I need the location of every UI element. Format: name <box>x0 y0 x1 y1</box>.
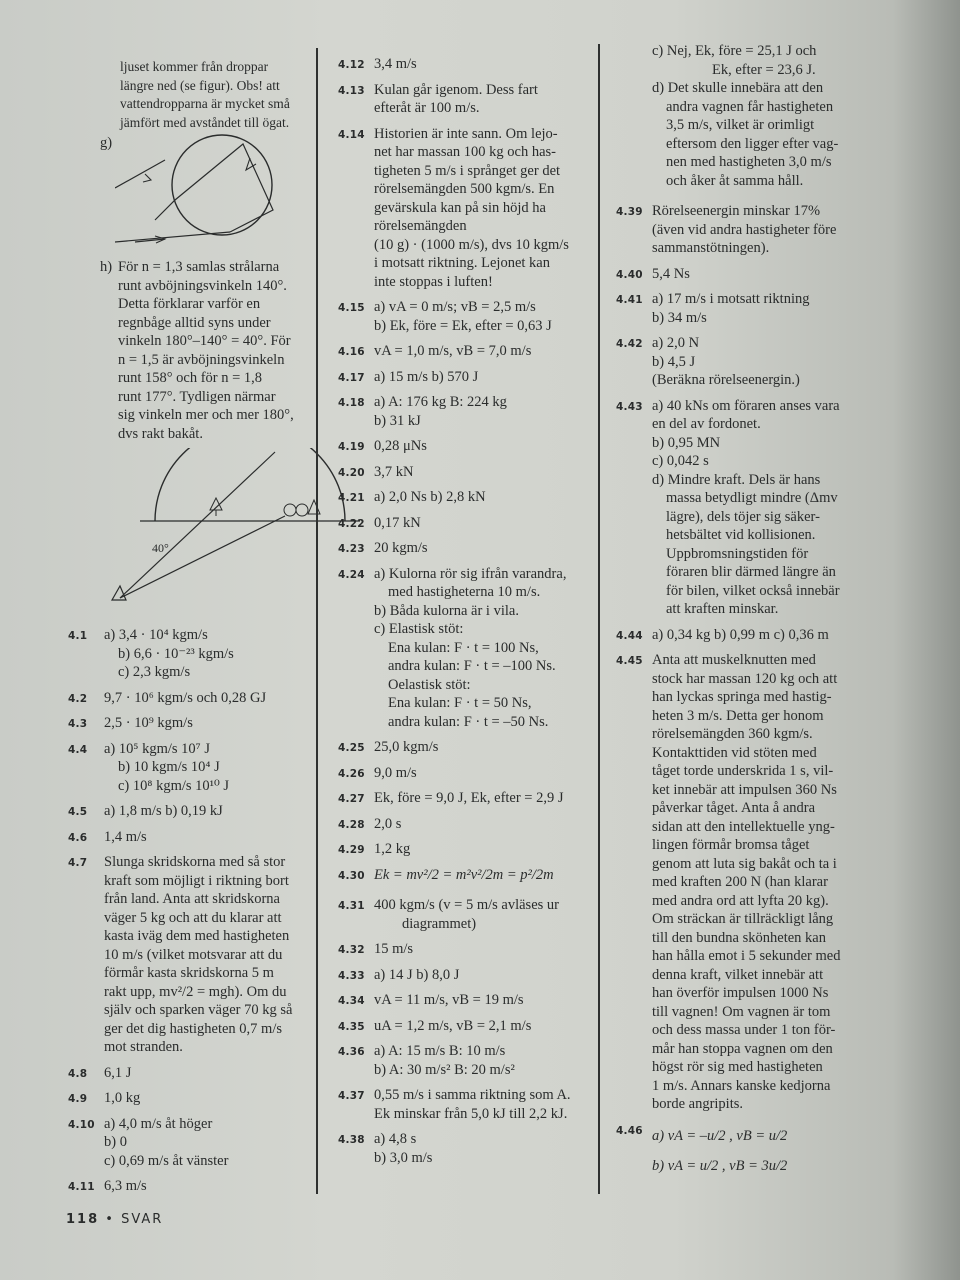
answer-4-25: 4.25 25,0 kgm/s <box>338 739 439 755</box>
raindrop-ray-figure <box>115 130 295 250</box>
answer-4-3: 4.3 2,5 · 10⁹ kgm/s <box>68 715 193 731</box>
column-divider-1 <box>316 48 318 1194</box>
answer-4-34: 4.34 vA = 11 m/s, vB = 19 m/s <box>338 992 524 1008</box>
answer-4-18: 4.18 a) A: 176 kg B: 224 kg b) 31 kJ <box>338 394 507 429</box>
answer-4-29: 4.29 1,2 kg <box>338 841 411 857</box>
answer-4-15: 4.15 a) vA = 0 m/s; vB = 2,5 m/s b) Ek, före = Ek, efter = 0,63 J <box>338 299 552 334</box>
answer-4-26: 4.26 9,0 m/s <box>338 764 417 781</box>
answer-4-6: 4.6 1,4 m/s <box>68 828 147 845</box>
answer-4-4: 4.4 a) 10⁵ kgm/s 10⁷ J b) 10 kgm/s 10⁴ J c) 10⁸ kgm/s 10¹⁰ J <box>68 740 230 794</box>
answer-4-22: 4.22 0,17 kN <box>338 514 421 531</box>
text-top-col1: ljuset kommer från droppar längre ned (se figur). Obs! att vattendropparna är mycket små jämfört med avståndet till ögat. <box>120 59 290 130</box>
answer-4-8: 4.8 6,1 J <box>68 1064 132 1081</box>
answer-4-7: 4.7 Slunga skridskorna med så stor kraft som möjligt i riktning bort från land. Anta att skridskorna väger 5 kg och att du klarar att kasta iväg dem med hastigheten 10 m/s (vilket motsvarar att du förmår kasta skridskorna 5 m rakt upp, mv²/2 = mgh). Om du själv och sparken väger 70 kg så ger det dig hastigheten 0,7 m/s mot stranden. <box>68 854 293 1055</box>
answer-4-21: 4.21 a) 2,0 Ns b) 2,8 kN <box>338 489 486 505</box>
answer-list-col3 <box>616 202 878 1188</box>
page-footer <box>66 1212 163 1227</box>
answer-4-5: 4.5 a) 1,8 m/s b) 0,19 kJ <box>68 803 223 819</box>
answer-4-14: 4.14 Historien är inte sann. Om lejo- net har massan 100 kg och has- tigheten 5 m/s i språnget ger det rörelsemängden 500 kgm/s. En gevärskula kan på sin höjd ha rörelsemängden (10 g) · (1000 m/s), dvs 10 kgm/s i motsatt riktning. Lejonet kan inte stoppas i luften! <box>338 125 569 290</box>
answer-4-46: 4.46 a) vA = –u/2 , vB = u/2 b) vA = u/2 , vB = 3u/2 <box>616 1124 788 1174</box>
answer-list-col2 <box>338 55 588 1174</box>
text-top-col3: c) Nej, Ek, före = 25,1 J och Ek, efter = 23,6 J. d) Det skulle innebära att den andra vagnen får hastigheten 3,5 m/s, vilket är orimligt eftersom den ligger efter vag- nen med hastigheten 3,0 m/s och åker åt samma håll. <box>652 43 839 189</box>
answer-4-13: 4.13 Kulan går igenom. Dess fart efteråt är 100 m/s. <box>338 81 538 116</box>
answer-4-42: 4.42 a) 2,0 N b) 4,5 J (Beräkna rörelseenergin.) <box>616 335 800 388</box>
label-g: g) <box>100 135 113 151</box>
answer-4-38: 4.38 a) 4,8 s b) 3,0 m/s <box>338 1131 433 1166</box>
answer-4-17: 4.17 a) 15 m/s b) 570 J <box>338 368 479 385</box>
answer-4-28: 4.28 2,0 s <box>338 815 402 832</box>
text-h-col1: För n = 1,3 samlas strålarna runt avböjningsvinkeln 140°. Detta förklarar varför en regnbåge alltid syns under vinkeln 180°–140° = 40°. För n = 1,5 är avböjningsvinkeln runt 158° och för n = 1,8 runt 177°. Tydligen närmar sig vinkeln mer och mer 180°, dvs rakt bakåt. <box>118 259 294 442</box>
answer-4-33: 4.33 a) 14 J b) 8,0 J <box>338 966 460 983</box>
answer-4-23: 4.23 20 kgm/s <box>338 540 428 556</box>
answer-4-35: 4.35 uA = 1,2 m/s, vB = 2,1 m/s <box>338 1017 532 1034</box>
answer-4-10: 4.10 a) 4,0 m/s åt höger b) 0 c) 0,69 m/s åt vänster <box>68 1115 229 1169</box>
answer-4-27: 4.27 Ek, före = 9,0 J, Ek, efter = 2,9 J <box>338 790 564 806</box>
answer-4-31: 4.31 400 kgm/s (v = 5 m/s avläses ur diagrammet) <box>338 897 559 932</box>
answer-4-16: 4.16 vA = 1,0 m/s, vB = 7,0 m/s <box>338 343 532 359</box>
answer-4-1: 4.1 a) 3,4 · 10⁴ kgm/s b) 6,6 · 10⁻²³ kgm/s c) 2,3 kgm/s <box>68 627 234 680</box>
column-divider-2 <box>598 44 600 1194</box>
answer-list-col1 <box>68 626 318 1203</box>
label-h: h) <box>100 259 113 275</box>
answer-4-11: 4.11 6,3 m/s <box>68 1178 147 1194</box>
answer-4-40: 4.40 5,4 Ns <box>616 265 690 282</box>
answer-4-39: 4.39 Rörelseenergin minskar 17% (även vid andra hastigheter före sammanstötningen). <box>616 203 837 256</box>
answer-4-9: 4.9 1,0 kg <box>68 1090 141 1106</box>
answer-4-32: 4.32 15 m/s <box>338 941 414 957</box>
answer-4-41: 4.41 a) 17 m/s i motsatt riktning b) 34 m/s <box>616 291 810 326</box>
answer-4-20: 4.20 3,7 kN <box>338 463 414 480</box>
rainbow-angle-figure <box>110 448 360 610</box>
answer-4-12: 4.12 3,4 m/s <box>338 56 417 72</box>
answer-4-37: 4.37 0,55 m/s i samma riktning som A. Ek minskar från 5,0 kJ till 2,2 kJ. <box>338 1087 571 1122</box>
page-number: 118 <box>66 1212 100 1227</box>
answer-4-24: 4.24 a) Kulorna rör sig ifrån varandra, med hastigheterna 10 m/s. b) Båda kulorna är i vila. c) Elastisk stöt: Ena kulan: F · t = 100 Ns, andra kulan: F · t = –100 Ns. Oelastisk stöt: Ena kulan: F · t = 50 Ns, andra kulan: F · t = –50 Ns. <box>338 565 567 730</box>
footer-separator: • <box>105 1212 115 1227</box>
answer-4-45: 4.45 Anta att muskelknutten med stock har massan 120 kg och att han lyckas springa med hastig- heten 3 m/s. Detta ger honom rörelsemängden 360 kgm/s. Kontakttiden vid stöten med tåget torde underskrida 1 s, vil- ket innebär att impulsen 360 Ns påverkar tåget. Anta å andra sidan att den intellektuelle yng- lingen förmår bromsa tåget genom att luta sig bakåt och ta i med kraften 200 N (han klarar med andra ord att lyfta 20 kg). Om sträckan är tillräckligt lång till den bundna skönheten kan han hålla emot i 5 sekunder med denna kraft, vilket innebär att han överför impulsen 1000 Ns till vagnen! Om vagnen är tom och dess massa under 1 ton för- mår han stoppa vagnen om den högst rör sig med hastigheten 1 m/s. Annars kanske kedjorna borde angripits. <box>616 652 841 1112</box>
answer-4-19: 4.19 0,28 μNs <box>338 438 427 454</box>
answer-4-43: 4.43 a) 40 kNs om föraren anses vara en del av fordonet. b) 0,95 MN c) 0,042 s d) Mindre kraft. Dels är hans massa betydligt mindre (Δmv lägre), dels töjer sig säker- hetsbältet vid kollisionen. Uppbromsningstiden för föraren blir därmed längre än för bilen, vilket också innebär att kraften minskar. <box>616 397 840 617</box>
angle-label: 40° <box>152 541 169 555</box>
answer-4-30: 4.30 Ek = mv²/2 = m²v²/2m = p²/2m <box>338 866 554 883</box>
footer-section: SVAR <box>121 1212 164 1227</box>
answer-4-2: 4.2 9,7 · 10⁶ kgm/s och 0,28 GJ <box>68 689 267 706</box>
answer-4-44: 4.44 a) 0,34 kg b) 0,99 m c) 0,36 m <box>616 626 829 643</box>
answer-4-36: 4.36 a) A: 15 m/s B: 10 m/s b) A: 30 m/s² B: 20 m/s² <box>338 1043 515 1078</box>
